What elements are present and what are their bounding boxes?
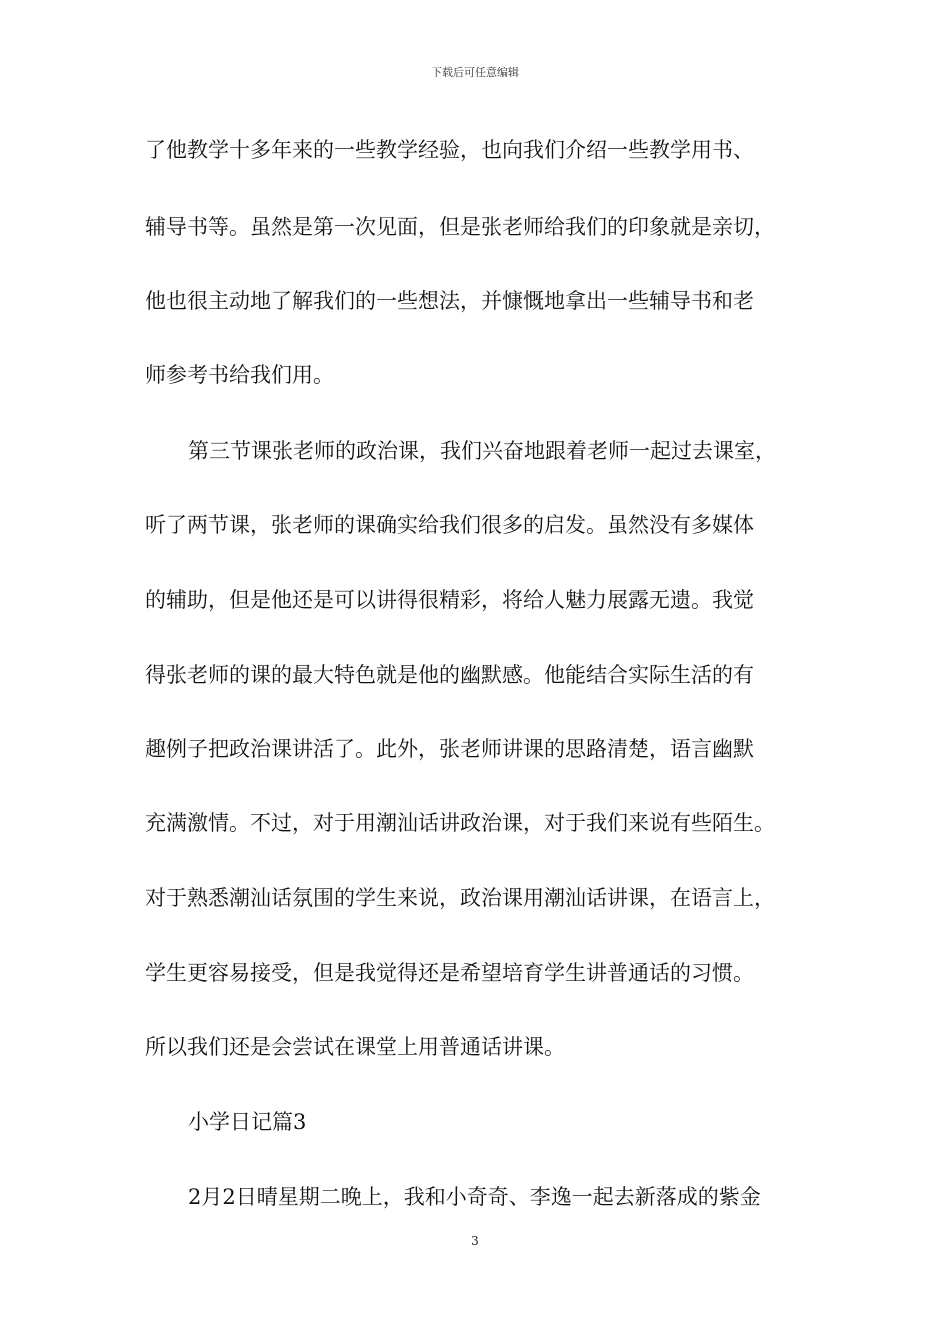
page-header: 下载后可任意编辑 <box>431 66 519 79</box>
body-line: 他也很主动地了解我们的一些想法，并慷慨地拿出一些辅导书和老 <box>145 289 754 313</box>
body-line: 得张老师的课的最大特色就是他的幽默感。他能结合实际生活的有 <box>145 663 754 687</box>
body-line: 对于熟悉潮汕话氛围的学生来说，政治课用潮汕话讲课，在语言上， <box>145 886 775 910</box>
section-heading: 小学日记篇3 <box>188 1110 307 1134</box>
body-line: 辅导书等。虽然是第一次见面，但是张老师给我们的印象就是亲切， <box>145 215 775 239</box>
body-line: 所以我们还是会尝试在课堂上用普通话讲课。 <box>145 1035 565 1059</box>
body-line: 趣例子把政治课讲活了。此外，张老师讲课的思路清楚，语言幽默 <box>145 737 754 761</box>
body-line: 第三节课张老师的政治课，我们兴奋地跟着老师一起过去课室， <box>188 439 776 463</box>
body-line: 师参考书给我们用。 <box>145 363 334 387</box>
body-line: 了他教学十多年来的一些教学经验，也向我们介绍一些教学用书、 <box>145 138 754 162</box>
page-number: 3 <box>471 1234 479 1248</box>
body-line: 的辅助，但是他还是可以讲得很精彩，将给人魅力展露无遗。我觉 <box>145 588 754 612</box>
body-line: 2月2日晴星期二晚上，我和小奇奇、李逸一起去新落成的紫金 <box>188 1185 761 1209</box>
body-line: 听了两节课，张老师的课确实给我们很多的启发。虽然没有多媒体 <box>145 513 754 537</box>
body-line: 学生更容易接受，但是我觉得还是希望培育学生讲普通话的习惯。 <box>145 961 754 985</box>
body-line: 充满激情。不过，对于用潮汕话讲政治课，对于我们来说有些陌生。 <box>145 811 775 835</box>
